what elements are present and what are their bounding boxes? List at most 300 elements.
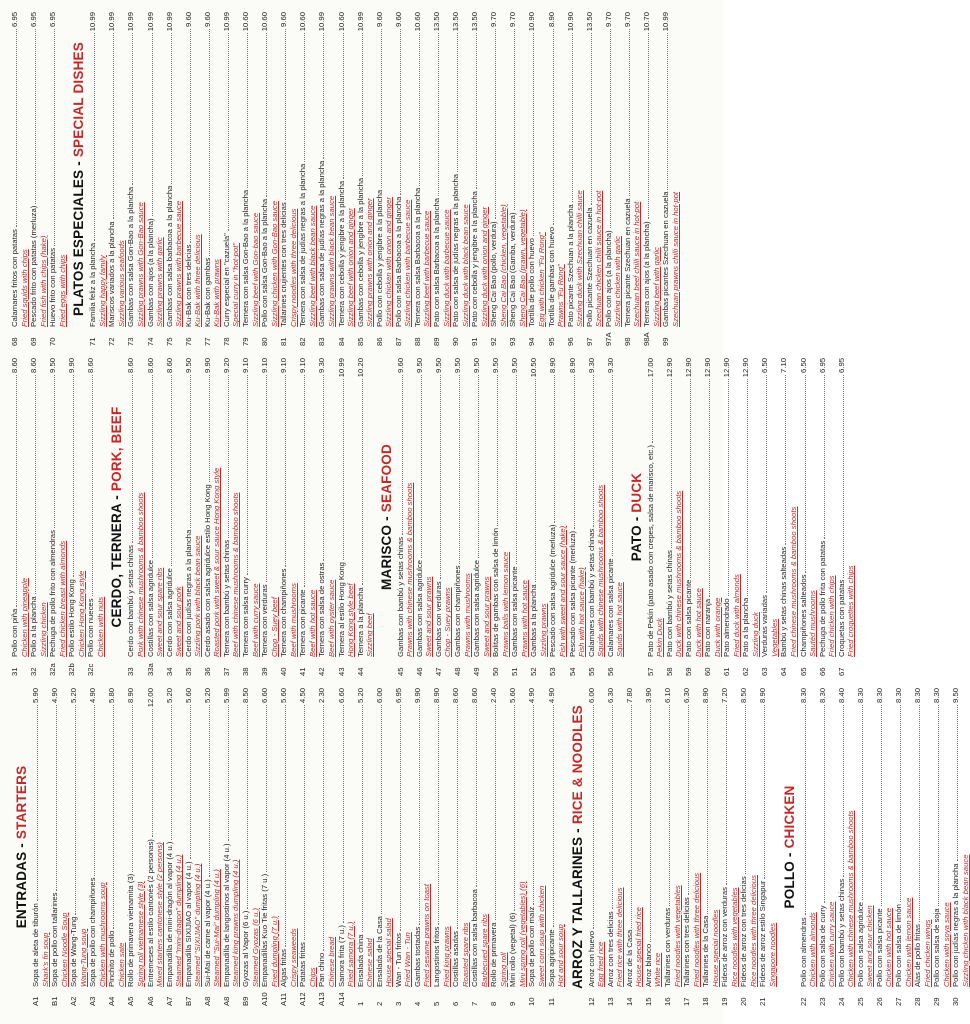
item-name: Pollo con salsa de soja: [932, 908, 942, 987]
item-body: [701, 688, 720, 987]
item-price: 9.60: [202, 12, 212, 27]
item-body: [184, 688, 203, 987]
item-number: 35: [183, 667, 193, 676]
item-price: 4.90: [50, 688, 60, 703]
item-price: 9.60: [374, 12, 384, 27]
item-body: [663, 688, 682, 987]
item-line: [279, 12, 289, 327]
item-translation: Sizzling beef with barbecue sauce: [422, 210, 432, 327]
menu-item: [432, 688, 451, 1006]
item-body: [165, 688, 184, 987]
item-price: 8.30: [874, 688, 884, 703]
item-body: [432, 12, 451, 327]
item-name: Fideos de arroz con verduras: [720, 887, 730, 987]
dot-leader: [957, 705, 958, 862]
item-translation: Steamed king prawns dumpling (4 u.): [231, 859, 241, 987]
item-name: Sheng Cai Bao (Gamba, verdura): [508, 212, 518, 327]
item-body: [760, 358, 779, 657]
item-line: [951, 688, 961, 987]
item-name: Gambas con salsa agridulce: [414, 560, 424, 657]
item-name: Pato con salsa picante: [684, 579, 693, 657]
section-title-en: CHICKEN: [781, 785, 797, 849]
item-price: 9.20: [221, 358, 231, 373]
item-line: [799, 688, 809, 987]
item-name: Pollo con bambú y setas chinas: [836, 878, 846, 987]
item-number: 95: [546, 337, 556, 346]
dot-leader: [16, 375, 17, 607]
item-translation: Sizzling various seafoods: [116, 240, 126, 327]
item-name: Ternera al estilo Hong Kong: [336, 562, 346, 657]
dot-leader: [593, 705, 594, 929]
item-translation: Chicken with pineapple: [19, 577, 29, 657]
menu-item: [527, 12, 546, 346]
item-line: [298, 358, 308, 657]
item-body: [856, 688, 875, 987]
item-translation: Egg with chicken "Fu Rong": [536, 232, 546, 327]
dot-leader: [209, 705, 210, 877]
item-price: 12.90: [684, 358, 693, 378]
item-price: 9.60: [279, 12, 289, 27]
item-name: Wan - Tun fritos: [393, 933, 403, 987]
item-number: 32c: [86, 663, 96, 676]
item-translation: Sizzling prawns with barbecue sauce: [174, 200, 184, 327]
item-body: [165, 358, 184, 657]
menu-item: [470, 12, 489, 346]
item-number: 44: [355, 667, 365, 676]
item-price: 9.50: [510, 358, 520, 373]
item-body: [875, 688, 894, 987]
item-name: Gambas con salsa Gon-Bao a la plancha: [126, 186, 136, 327]
item-name: Ternera a la plancha: [355, 587, 365, 657]
item-body: [894, 688, 913, 987]
item-translation: Chicken with curry sauce: [827, 901, 837, 987]
item-number: A10: [260, 992, 270, 1006]
dot-leader: [209, 375, 210, 482]
dot-leader: [228, 33, 229, 231]
item-name: Arroz con tres delicias: [605, 911, 615, 987]
item-body: [741, 358, 760, 657]
menu-item: [375, 12, 394, 346]
dot-leader: [572, 33, 573, 202]
menu-item: [508, 12, 527, 346]
item-body: [587, 358, 606, 657]
dot-leader: [304, 33, 305, 162]
item-line: [837, 358, 847, 657]
item-line: [260, 358, 270, 657]
dot-leader: [323, 33, 324, 159]
item-translation: Sizzling happy family: [97, 255, 107, 327]
item-line: [50, 688, 60, 987]
item-number: 97A: [603, 332, 613, 346]
dot-leader: [132, 375, 133, 543]
item-number: A11: [279, 992, 289, 1006]
dot-leader: [533, 705, 534, 905]
item-line: [644, 688, 654, 987]
item-body: [779, 358, 798, 657]
menu-item: [547, 688, 566, 1006]
item-translation: Duck with chinese mushrooms & bamboo shoots: [674, 490, 684, 657]
menu-item: [684, 358, 703, 676]
menu-item: [279, 358, 298, 676]
menu-item: [665, 358, 684, 676]
item-body: [50, 688, 69, 987]
item-line: [396, 358, 406, 657]
dot-leader: [476, 33, 477, 189]
item-name: Pinchito de pollo: [107, 930, 117, 987]
menu-item: [701, 688, 720, 1006]
item-number: 20: [739, 997, 749, 1006]
item-line: [413, 12, 423, 327]
item-line: [126, 688, 136, 987]
item-body: [489, 688, 508, 987]
item-name: Pato con salsa de judías negras a la plancha: [451, 174, 461, 327]
menu-item: [682, 688, 701, 1006]
item-price: 8.40: [836, 688, 846, 703]
item-line: [703, 358, 713, 657]
item-number: B7: [183, 996, 193, 1006]
dot-leader: [553, 705, 554, 927]
item-name: Ternera con picante: [298, 589, 308, 657]
item-body: [31, 688, 50, 987]
item-name: Pechuga de pollo frita con patatas: [817, 540, 827, 657]
item-number: 38: [241, 667, 251, 676]
item-body: [317, 358, 336, 657]
item-translation: Sizzling prawns with garlic: [155, 237, 165, 327]
item-name: Pescado con salsa agridulce (merluza): [548, 524, 558, 657]
dot-leader: [381, 705, 382, 914]
menu-item: [722, 358, 741, 676]
item-name: Sopa agripicante: [546, 929, 556, 987]
item-body: [818, 358, 837, 657]
item-number: 4: [412, 1001, 422, 1006]
item-number: B9: [241, 996, 251, 1006]
item-number: 15: [643, 997, 653, 1006]
item-price: 10.99: [661, 12, 671, 32]
item-body: [356, 688, 375, 987]
item-line: [799, 358, 809, 657]
item-line: [394, 688, 404, 987]
item-translation: Chop - Suey prawns: [443, 587, 453, 657]
item-translation: Rice noodles with three delicious: [748, 875, 758, 987]
item-number: 98A: [642, 332, 651, 346]
item-body: [69, 688, 88, 987]
item-number: 28: [913, 997, 923, 1006]
item-name: Gambas con salsa de judías negras a la plancha: [317, 160, 327, 327]
item-name: Bambú y setas chinas salteadas: [779, 546, 789, 657]
section-title-en: RICE & NOODLES: [569, 705, 585, 825]
item-translation: Fried sesame prawns on toast: [422, 884, 432, 987]
item-translation: Wang-Tung soup: [78, 928, 88, 987]
item-number: 84: [336, 337, 346, 346]
item-body: [203, 358, 222, 657]
item-name: Ternera con salsa Barbacoa a la plancha: [412, 187, 422, 327]
item-number: 57: [645, 667, 655, 676]
dot-leader: [476, 705, 477, 887]
dot-leader: [343, 33, 344, 179]
item-translation: House special fried rice: [634, 907, 644, 987]
menu-item: [241, 12, 260, 346]
item-body: [279, 688, 298, 987]
item-price: 6.95: [29, 12, 39, 27]
dot-leader: [495, 29, 496, 219]
item-name: Ternera con salsa curry: [241, 577, 251, 657]
menu-item: [585, 12, 604, 346]
dot-leader: [459, 375, 460, 564]
dot-leader: [497, 375, 498, 526]
item-line: [375, 688, 385, 987]
menu-item: [203, 358, 222, 676]
item-name: Ternera con bambú y setas chinas: [221, 539, 231, 657]
menu-column-1: [10, 688, 970, 1006]
item-line: [432, 688, 442, 987]
item-translation: Steamed "mini-dragon" dumpling (4 u.): [174, 854, 184, 987]
item-translation: Fried rice with three delicious: [615, 887, 625, 987]
item-number: 9: [508, 1001, 518, 1006]
item-body: [413, 688, 432, 987]
item-body: [606, 358, 625, 657]
item-number: 94: [527, 337, 537, 346]
item-body: [10, 358, 29, 657]
menu-item: [317, 12, 336, 346]
item-name: Fideos de arroz estilo Singapur: [758, 880, 768, 987]
dot-leader: [56, 705, 57, 891]
dot-leader: [843, 375, 844, 578]
item-translation: Chips: [307, 967, 317, 987]
item-name: Gambas con salsa picante: [510, 566, 520, 657]
menu-item: [951, 688, 970, 1006]
item-price: 5.20: [164, 688, 174, 703]
dot-leader: [285, 375, 286, 567]
item-translation: Chicken with mushrooms soup: [97, 882, 107, 987]
item-price: 6.95: [836, 358, 846, 373]
dot-leader: [919, 705, 920, 922]
dot-leader: [652, 379, 653, 443]
item-price: 10.60: [336, 12, 346, 32]
item-body: [625, 688, 644, 987]
item-line: [434, 358, 444, 657]
menu-item: [279, 12, 298, 346]
menu-item: [375, 688, 394, 1006]
dot-leader: [54, 29, 55, 246]
item-price: 8.60: [145, 358, 155, 373]
menu-item: [661, 12, 680, 346]
item-translation: Ku-Bak with three delicious: [193, 234, 203, 327]
menu-column-2: [10, 358, 856, 676]
menu-item: [165, 12, 184, 346]
item-body: [67, 358, 86, 657]
item-name: Tortilla de pollo con huevo: [527, 238, 537, 327]
item-translation: Sizzling duck with onion and ginger: [479, 206, 489, 327]
item-line: [126, 358, 136, 657]
dot-leader: [688, 705, 689, 895]
dot-leader: [747, 379, 748, 595]
item-number: 59: [684, 667, 693, 676]
item-line: [913, 688, 923, 987]
menu-item: [875, 688, 894, 1006]
item-name: Tallarines con tres delicias: [682, 897, 692, 987]
item-name: Bolitas de gambas con salsa de limón: [491, 527, 501, 657]
dot-leader: [514, 705, 515, 911]
menu-item: [818, 688, 837, 1006]
item-number: 70: [48, 337, 58, 346]
dot-leader: [766, 375, 767, 593]
item-name: Rollo de primavera: [489, 922, 499, 987]
item-translation: Sizzling beef with Gon-bao sauce: [250, 212, 260, 327]
item-body: [527, 12, 546, 327]
item-body: [126, 12, 145, 327]
item-translation: Beef with chinese mushrooms & bamboo shoots: [231, 492, 241, 657]
menu-item: [508, 688, 527, 1006]
dot-leader: [862, 705, 863, 900]
menu-item: [529, 358, 548, 676]
item-line: [107, 688, 117, 987]
item-translation: Sizzling beef with black bean sauce: [307, 205, 317, 327]
item-line: [184, 12, 194, 327]
item-body: [88, 688, 107, 987]
item-body: [298, 12, 317, 327]
item-price: 10.60: [241, 12, 251, 32]
dot-leader: [402, 375, 403, 535]
item-translation: Sizzling duck with barbecue sauce: [441, 209, 451, 327]
item-body: [470, 688, 489, 987]
item-price: 8.60: [10, 358, 19, 373]
item-body: [337, 12, 356, 327]
item-price: 9.50: [48, 358, 58, 373]
item-number: 89: [431, 337, 441, 346]
item-translation: Sizzling beef: [365, 613, 375, 657]
item-number: 68: [10, 337, 19, 346]
menu-item: [739, 688, 758, 1006]
menu-item: [203, 688, 222, 1006]
menu-item: [606, 358, 625, 676]
item-name: Pechuga de pollo frito con almendras: [48, 530, 58, 657]
dot-leader: [362, 705, 363, 932]
item-name: Gambas con ajos (a la plancha): [145, 218, 155, 327]
item-number: A8: [202, 996, 212, 1006]
dot-leader: [35, 29, 36, 204]
item-name: Pato con cebolla y jengibre a la plancha: [470, 191, 480, 327]
item-number: 1: [355, 1001, 365, 1006]
item-price: 8.30: [798, 688, 808, 703]
menu-item: [88, 12, 107, 346]
section-title: [570, 688, 585, 1006]
item-name: Cerdo asado con salsa agridulce estilo Hong Kong: [202, 484, 212, 657]
item-name: Cerdo con bambú y setas chinas: [126, 545, 136, 657]
menu-item: [451, 12, 470, 346]
item-price: 8.90: [548, 358, 558, 373]
item-translation: Fried Wan - Tun: [403, 932, 413, 987]
item-translation: Chinese salad: [365, 938, 375, 987]
dot-leader: [381, 29, 382, 188]
item-body: [566, 12, 585, 327]
dot-leader: [535, 379, 536, 582]
item-translation: House special noodles: [710, 909, 720, 987]
menu-item: [356, 12, 375, 346]
item-number: 2: [374, 1001, 384, 1006]
item-number: 65: [798, 667, 808, 676]
item-price: 8.50: [739, 688, 749, 703]
dot-leader: [553, 29, 554, 225]
dot-leader: [707, 705, 708, 914]
item-line: [625, 688, 635, 987]
item-price: 10.60: [298, 12, 308, 32]
item-price: 8.90: [431, 688, 441, 703]
section-title: [782, 688, 797, 1006]
item-body: [413, 12, 432, 327]
item-body: [375, 12, 394, 327]
dot-leader: [171, 705, 172, 840]
item-number: 58: [664, 667, 674, 676]
item-body: [48, 12, 67, 327]
menu-item: [107, 688, 126, 1006]
item-name: Calamares fritos con patatas: [10, 229, 19, 327]
item-translation: Sizzling duck: [750, 612, 760, 657]
dot-leader: [190, 29, 191, 243]
dot-leader: [785, 375, 786, 545]
item-name: Ternera con salsa Gon-Bao a la plancha: [241, 189, 251, 327]
item-price: 7.10: [779, 358, 789, 373]
menu-item: [394, 688, 413, 1006]
dot-leader: [94, 33, 95, 241]
item-line: [529, 358, 539, 657]
item-translation: Prawns balls with lemon sauce: [500, 551, 510, 657]
item-body: [260, 358, 279, 657]
item-line: [472, 358, 482, 657]
item-body: [508, 688, 527, 987]
item-translation: Chicken sate: [116, 942, 126, 987]
item-number: A7: [164, 996, 174, 1006]
item-translation: Chicken Hong Kong style: [76, 570, 86, 657]
item-price: 10.99: [88, 12, 98, 32]
dot-leader: [648, 33, 649, 219]
menu-item: [184, 358, 203, 676]
dot-leader: [228, 375, 229, 538]
item-name: Arroz blanco: [643, 943, 653, 987]
item-translation: Szechuan beef chilli sauce in hot-pot: [632, 201, 642, 327]
item-price: 9.90: [412, 688, 422, 703]
item-number: 40: [279, 667, 289, 676]
item-price: 8.90: [758, 688, 768, 703]
menu-item: [489, 688, 508, 1006]
item-translation: Ku-Bak with prawns: [212, 259, 222, 327]
item-price: 6.95: [817, 358, 827, 373]
item-number: 73: [126, 337, 136, 346]
menu-item: [317, 688, 336, 1006]
item-translation: Fried noodles with vegetables: [672, 885, 682, 987]
item-translation: Egg fried rice: [596, 941, 606, 987]
menu-item: [298, 688, 317, 1006]
item-price: 5.60: [183, 688, 193, 703]
item-number: 96: [565, 337, 575, 346]
item-number: 21: [758, 997, 768, 1006]
item-name: Empanadilla de langostinos al vapor (4 u.): [221, 843, 231, 987]
item-number: 34: [164, 667, 174, 676]
menu-item: [566, 12, 585, 346]
item-price: 10.60: [260, 12, 270, 32]
item-translation: Chop - Suey beef: [269, 597, 279, 657]
item-translation: Sweet and sour spare ribs: [155, 567, 165, 657]
item-translation: Chicken with soya sauce: [941, 902, 951, 987]
section-title-en: SPECIAL DISHES: [71, 42, 87, 158]
item-translation: Sizzling beef with garlic: [651, 247, 661, 327]
item-number: 71: [88, 337, 98, 346]
item-translation: Prawns with chinese mushrooms & bamboo shoots: [405, 482, 415, 657]
dot-leader: [938, 705, 939, 906]
item-name: Ternera con salsa de ostras: [317, 562, 327, 657]
item-number: 69: [29, 337, 39, 346]
dot-leader: [824, 705, 825, 903]
item-line: [587, 688, 597, 987]
